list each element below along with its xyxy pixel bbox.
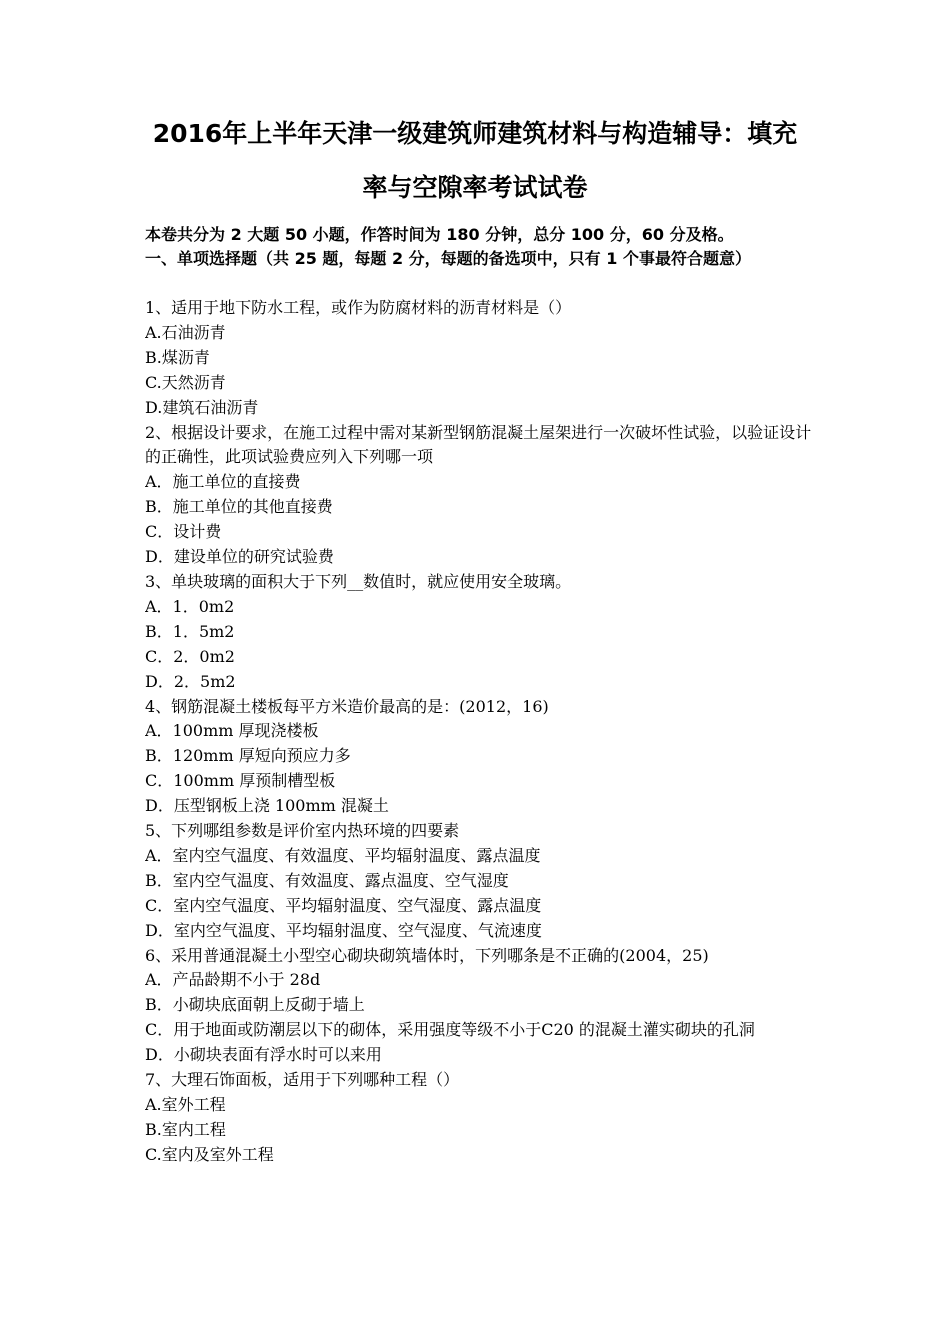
question-5-option-a: A．室内空气温度、有效温度、平均辐射温度、露点温度 (145, 845, 541, 865)
question-3-option-d: D．2．5m2 (145, 671, 236, 691)
question-4-option-a: A．100mm 厚现浇楼板 (145, 721, 319, 741)
document-title-line-1: 2016年上半年天津一级建筑师建筑材料与构造辅导：填充 (152, 119, 798, 148)
exam-intro: 本卷共分为 2 大题 50 小题，作答时间为 180 分钟，总分 100 分，60 分及格。 (145, 225, 734, 244)
question-2-option-d: D．建设单位的研究试验费 (145, 547, 334, 567)
section-heading: 一、单项选择题（共 25 题，每题 2 分，每题的备选项中，只有 1 个事最符合题意） (145, 249, 751, 268)
question-1-option-c: C.天然沥青 (145, 372, 226, 392)
question-6-stem: 6、采用普通混凝土小型空心砌块砌筑墙体时，下列哪条是不正确的(2004，25) (145, 945, 709, 965)
question-1-stem: 1、适用于地下防水工程，或作为防腐材料的沥青材料是（） (145, 298, 572, 317)
question-4-option-d: D．压型钢板上浇 100mm 混凝土 (145, 796, 389, 816)
question-2-stem: 2、根据设计要求，在施工过程中需对某新型钢筋混凝土屋架进行一次破坏性试验，以验证设计的正确性，此项试验费应列入下列哪一项 (145, 422, 812, 467)
question-1-option-d: D.建筑石油沥青 (145, 397, 259, 417)
question-5-option-d: D．室内空气温度、平均辐射温度、空气湿度、气流速度 (145, 920, 542, 940)
question-2-option-b: B．施工单位的其他直接费 (145, 497, 333, 517)
document-title-line-2: 率与空隙率考试试卷 (362, 173, 588, 202)
question-7-stem: 7、大理石饰面板，适用于下列哪种工程（） (145, 1070, 460, 1090)
question-6-option-a: A．产品龄期不小于 28d (145, 970, 321, 990)
question-6-option-c: C．用于地面或防潮层以下的砌体，采用强度等级不小于C20 的混凝土灌实砌块的孔洞 (145, 1020, 755, 1040)
question-3-option-c: C．2．0m2 (145, 646, 235, 666)
question-7-option-c: C.室内及室外工程 (145, 1144, 274, 1164)
question-1-option-a: A.石油沥青 (145, 322, 226, 342)
question-7-option-a: A.室外工程 (145, 1095, 226, 1114)
question-3-option-a: A．1．0m2 (145, 596, 235, 616)
question-5-option-c: C．室内空气温度、平均辐射温度、空气湿度、露点温度 (145, 895, 542, 915)
question-4-option-c: C．100mm 厚预制槽型板 (145, 771, 336, 791)
question-2-option-a: A．施工单位的直接费 (145, 472, 301, 492)
question-3-option-b: B．1．5m2 (145, 621, 235, 641)
question-6-option-d: D．小砌块表面有浮水时可以来用 (145, 1045, 382, 1065)
question-5-option-b: B．室内空气温度、有效温度、露点温度、空气湿度 (145, 870, 509, 890)
question-7-option-b: B.室内工程 (145, 1119, 226, 1139)
question-5-stem: 5、下列哪组参数是评价室内热环境的四要素 (145, 821, 460, 841)
question-3-stem: 3、单块玻璃的面积大于下列__数值时，就应使用安全玻璃。 (145, 571, 572, 591)
question-1-option-b: B.煤沥青 (145, 347, 210, 367)
question-2-option-c: C．设计费 (145, 522, 222, 542)
question-4-option-b: B．120mm 厚短向预应力多 (145, 746, 351, 766)
question-list (145, 296, 825, 1168)
question-6-option-b: B．小砌块底面朝上反砌于墙上 (145, 995, 365, 1015)
question-4-stem: 4、钢筋混凝土楼板每平方米造价最高的是：(2012，16) (145, 696, 549, 716)
